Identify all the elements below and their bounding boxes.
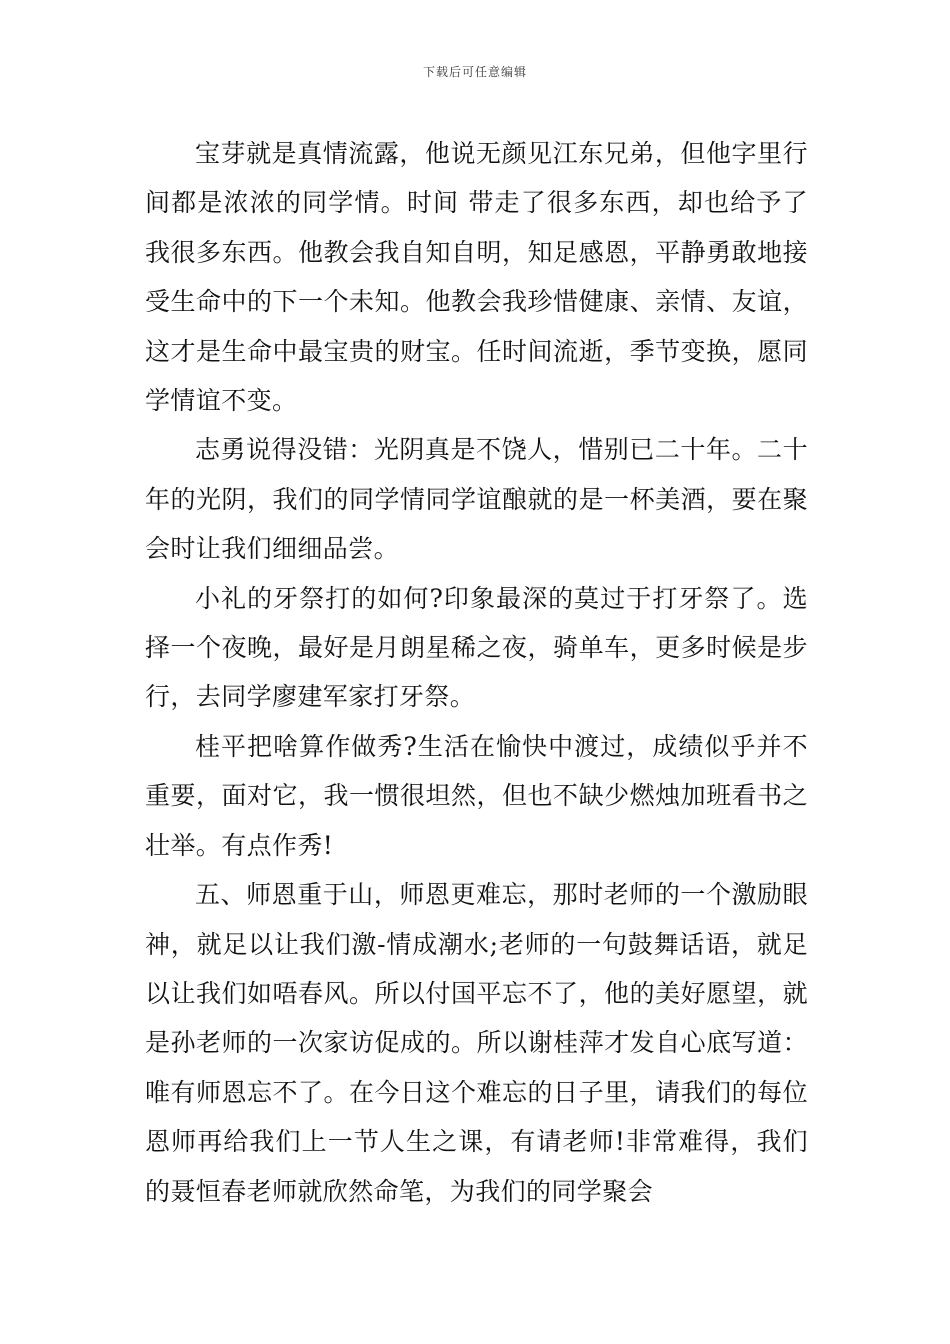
page-header: 下载后可任意编辑 <box>422 65 527 79</box>
paragraph-baoya: 宝芽就是真情流露，他说无颜见江东兄弟，但他字里行间都是浓浓的同学情。时间 带走了很多东西，却也给予了我很多东西。他教会我自知自明，知足感恩，平静勇敢地接受生命中的下一个未知。他教会我珍惜健康、亲情、友谊，这才是生命中最宝贵的财宝。任时间流逝，季节变换，愿同学情谊不变。 <box>145 139 808 416</box>
paragraph-xiaoli: 小礼的牙祭打的如何?印象最深的莫过于打牙祭了。选择一个夜晚，最好是月朗星稀之夜，骑单车，更多时候是步行，去同学廖建军家打牙祭。 <box>145 583 808 712</box>
paragraph-teachers: 五、师恩重于山，师恩更难忘，那时老师的一个激励眼神，就足以让我们激-情成潮水;老师的一句鼓舞话语，就足以让我们如唔春风。所以付国平忘不了，他的美好愿望，就是孙老师的一次家访促成的。所以谢桂萍才发自心底写道：唯有师恩忘不了。在今日这个难忘的日子里，请我们的每位恩师再给我们上一节人生之课，有请老师!非常难得，我们的聂恒春老师就欣然命笔，为我们的同学聚会 <box>145 880 808 1206</box>
paragraph-guiping: 桂平把啥算作做秀?生活在愉快中渡过，成绩似乎并不重要，面对它，我一惯很坦然，但也不缺少燃烛加班看书之壮举。有点作秀! <box>145 731 808 860</box>
document-body <box>145 129 808 1216</box>
paragraph-zhiyong: 志勇说得没错：光阴真是不饶人，惜别已二十年。二十年的光阴，我们的同学情同学谊酿就的是一杯美酒，要在聚会时让我们细细品尝。 <box>145 435 808 564</box>
